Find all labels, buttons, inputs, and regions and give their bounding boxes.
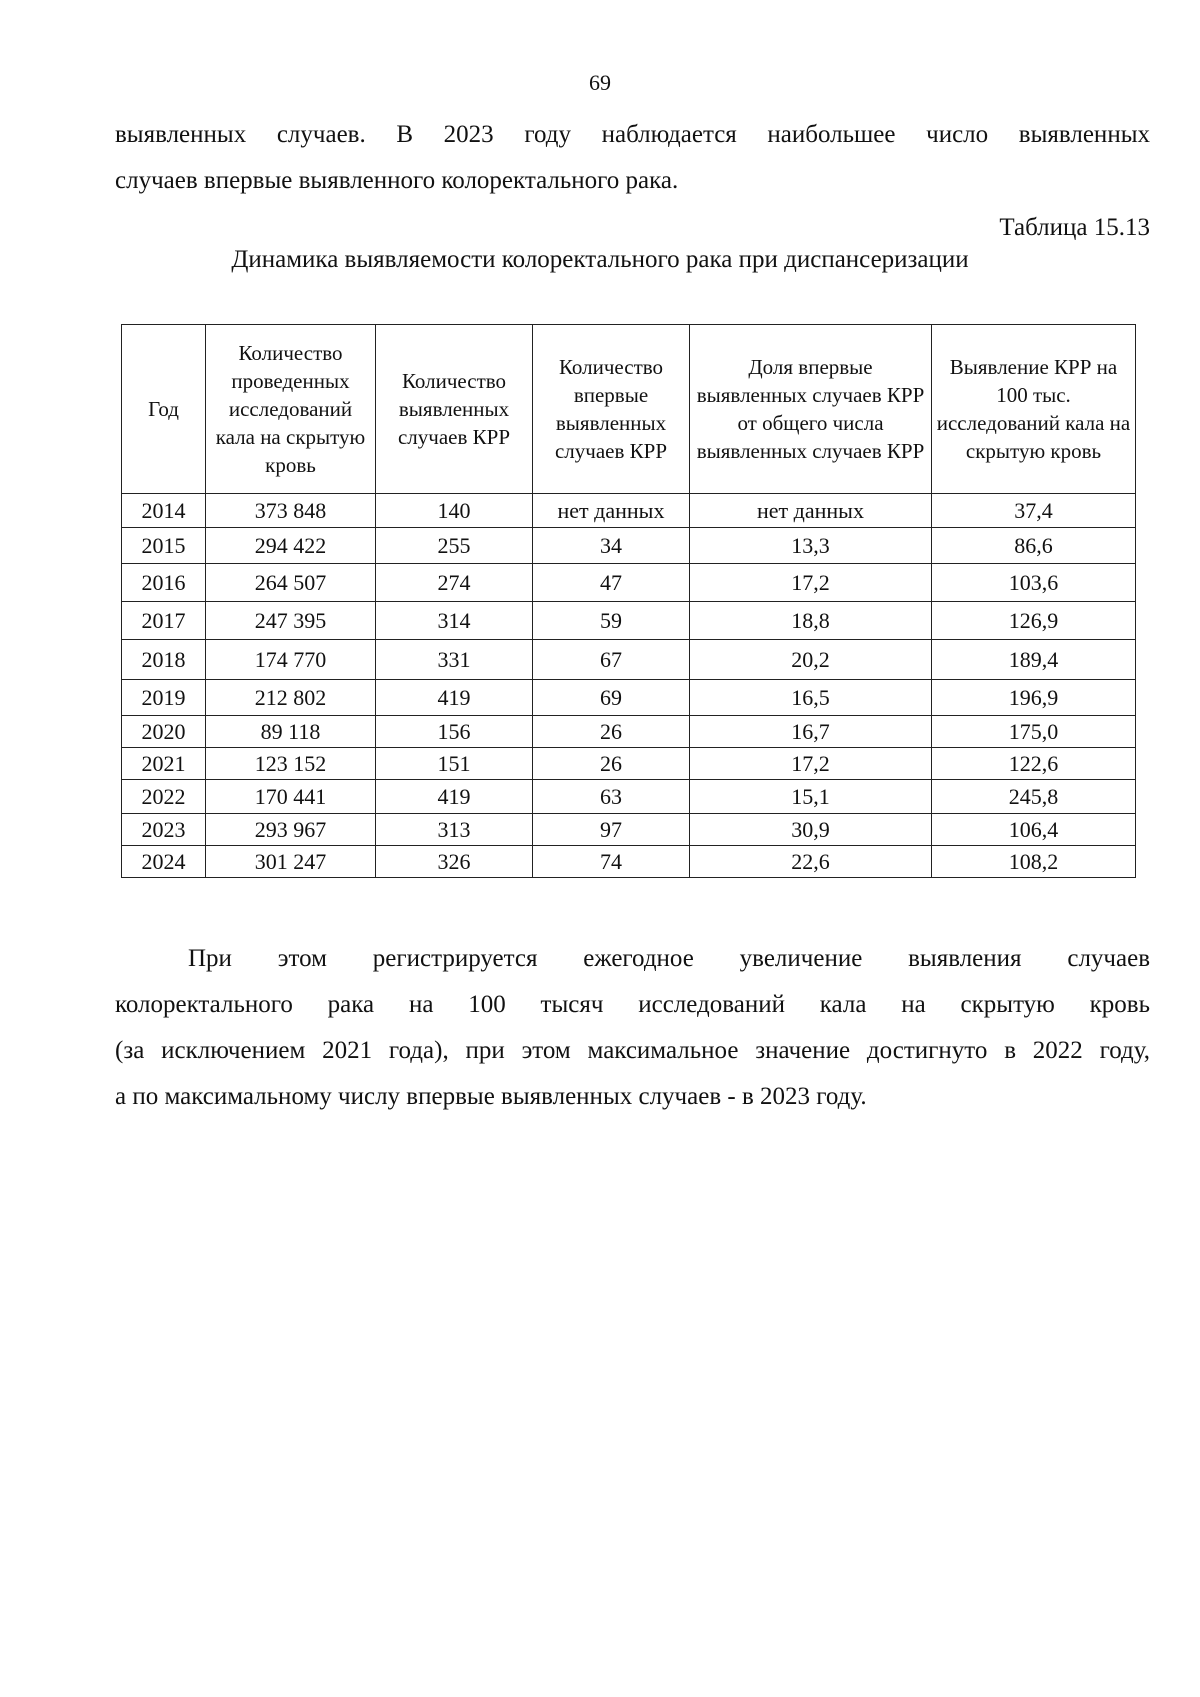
cell-cases-count: 419: [376, 780, 533, 814]
cell-new-cases-count: 26: [533, 716, 690, 748]
cell-tests-count: 212 802: [206, 680, 376, 716]
header-new-cases-count: Количество впервые выявленных случаев КРР: [533, 325, 690, 494]
table-row: [122, 564, 1136, 602]
table-row: [122, 814, 1136, 846]
cell-detection-rate: 86,6: [932, 528, 1136, 564]
cell-new-cases-count: 69: [533, 680, 690, 716]
cell-year: 2018: [122, 640, 206, 680]
cell-year: 2020: [122, 716, 206, 748]
header-tests-count: Количество проведенных исследований кала на скрытую кровь: [206, 325, 376, 494]
cell-detection-rate: 245,8: [932, 780, 1136, 814]
table-row: [122, 680, 1136, 716]
header-cases-count: Количество выявленных случаев КРР: [376, 325, 533, 494]
cell-new-cases-share: 16,7: [690, 716, 932, 748]
cell-new-cases-count: 67: [533, 640, 690, 680]
cell-cases-count: 331: [376, 640, 533, 680]
cell-new-cases-share: 20,2: [690, 640, 932, 680]
cell-year: 2014: [122, 494, 206, 528]
table-label: Таблица 15.13: [999, 214, 1150, 241]
intro-paragraph: [115, 112, 1150, 204]
cell-new-cases-share: 17,2: [690, 748, 932, 780]
page-number: 69: [589, 70, 611, 95]
paragraph-line: а по максимальному числу впервые выявленных случаев - в 2023 году.: [115, 1083, 867, 1110]
cell-new-cases-share: 15,1: [690, 780, 932, 814]
cell-tests-count: 174 770: [206, 640, 376, 680]
cell-new-cases-share: 30,9: [690, 814, 932, 846]
cell-tests-count: 247 395: [206, 602, 376, 640]
table-row: [122, 602, 1136, 640]
cell-cases-count: 140: [376, 494, 533, 528]
cell-detection-rate: 106,4: [932, 814, 1136, 846]
paragraph-line: выявленных случаев. В 2023 году наблюдается наибольшее число выявленных: [115, 121, 1150, 148]
cell-tests-count: 170 441: [206, 780, 376, 814]
cell-tests-count: 264 507: [206, 564, 376, 602]
cell-new-cases-count: 34: [533, 528, 690, 564]
table-row: [122, 716, 1136, 748]
cell-year: 2023: [122, 814, 206, 846]
cell-year: 2016: [122, 564, 206, 602]
cell-new-cases-share: 22,6: [690, 846, 932, 878]
table-row: [122, 640, 1136, 680]
cell-cases-count: 255: [376, 528, 533, 564]
cell-new-cases-count: нет данных: [533, 494, 690, 528]
cell-year: 2022: [122, 780, 206, 814]
cell-cases-count: 151: [376, 748, 533, 780]
cell-new-cases-count: 97: [533, 814, 690, 846]
cell-cases-count: 313: [376, 814, 533, 846]
cell-cases-count: 274: [376, 564, 533, 602]
cell-detection-rate: 122,6: [932, 748, 1136, 780]
cell-new-cases-share: 17,2: [690, 564, 932, 602]
cell-new-cases-count: 74: [533, 846, 690, 878]
cell-detection-rate: 189,4: [932, 640, 1136, 680]
header-detection-rate: Выявление КРР на 100 тыс. исследований кала на скрытую кровь: [932, 325, 1136, 494]
cell-new-cases-count: 26: [533, 748, 690, 780]
header-new-cases-share: Доля впервые выявленных случаев КРР от общего числа выявленных случаев КРР: [690, 325, 932, 494]
cell-new-cases-count: 63: [533, 780, 690, 814]
cell-detection-rate: 37,4: [932, 494, 1136, 528]
cell-new-cases-share: 18,8: [690, 602, 932, 640]
cell-detection-rate: 103,6: [932, 564, 1136, 602]
header-year: Год: [122, 325, 206, 494]
cell-cases-count: 419: [376, 680, 533, 716]
cell-cases-count: 156: [376, 716, 533, 748]
cell-tests-count: 293 967: [206, 814, 376, 846]
cell-year: 2021: [122, 748, 206, 780]
cell-cases-count: 314: [376, 602, 533, 640]
cell-detection-rate: 196,9: [932, 680, 1136, 716]
cell-new-cases-share: 16,5: [690, 680, 932, 716]
data-table: [121, 324, 1136, 878]
cell-tests-count: 373 848: [206, 494, 376, 528]
cell-tests-count: 294 422: [206, 528, 376, 564]
cell-new-cases-share: нет данных: [690, 494, 932, 528]
paragraph-line: колоректального рака на 100 тысяч исследований кала на скрытую кровь: [115, 991, 1150, 1018]
paragraph-line: При этом регистрируется ежегодное увеличение выявления случаев: [188, 945, 1150, 972]
cell-year: 2019: [122, 680, 206, 716]
table-row: [122, 748, 1136, 780]
conclusion-paragraph: [115, 936, 1150, 1120]
cell-year: 2024: [122, 846, 206, 878]
cell-tests-count: 123 152: [206, 748, 376, 780]
table-header-row: [122, 325, 1136, 494]
table-title: Динамика выявляемости колоректального рака при диспансеризации: [231, 246, 969, 273]
cell-year: 2015: [122, 528, 206, 564]
cell-tests-count: 301 247: [206, 846, 376, 878]
cell-detection-rate: 126,9: [932, 602, 1136, 640]
cell-new-cases-count: 47: [533, 564, 690, 602]
paragraph-line: (за исключением 2021 года), при этом максимальное значение достигнуто в 2022 году,: [115, 1037, 1150, 1064]
cell-new-cases-share: 13,3: [690, 528, 932, 564]
cell-detection-rate: 175,0: [932, 716, 1136, 748]
table-row: [122, 846, 1136, 878]
table-row: [122, 780, 1136, 814]
cell-tests-count: 89 118: [206, 716, 376, 748]
table-row: [122, 528, 1136, 564]
table-row: [122, 494, 1136, 528]
cell-cases-count: 326: [376, 846, 533, 878]
cell-new-cases-count: 59: [533, 602, 690, 640]
paragraph-line: случаев впервые выявленного колоректального рака.: [115, 167, 679, 194]
cell-detection-rate: 108,2: [932, 846, 1136, 878]
cell-year: 2017: [122, 602, 206, 640]
